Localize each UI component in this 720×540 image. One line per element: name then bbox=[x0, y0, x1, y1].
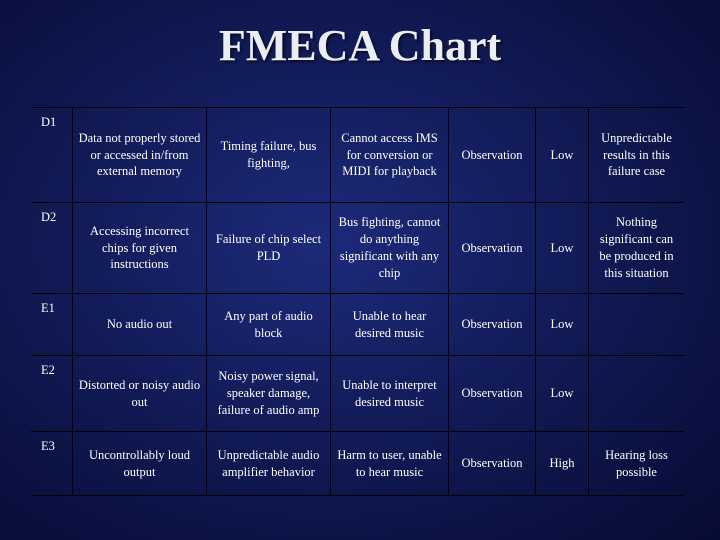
detection-cell: Observation bbox=[448, 203, 535, 293]
notes-cell: Unpredictable results in this failure case bbox=[588, 108, 684, 202]
notes-cell bbox=[588, 294, 684, 355]
failure-mode-cell: No audio out bbox=[72, 294, 206, 355]
notes-cell bbox=[588, 356, 684, 431]
detection-cell: Observation bbox=[448, 356, 535, 431]
notes-cell: Hearing loss possible bbox=[588, 432, 684, 495]
table-row bbox=[31, 356, 684, 432]
cause-cell: Noisy power signal, speaker damage, failure of audio amp bbox=[206, 356, 330, 431]
table-row bbox=[31, 108, 684, 203]
table-row bbox=[31, 432, 684, 495]
failure-mode-cell: Distorted or noisy audio out bbox=[72, 356, 206, 431]
row-id: D2 bbox=[41, 210, 57, 224]
detection-cell: Observation bbox=[448, 432, 535, 495]
cause-cell: Any part of audio block bbox=[206, 294, 330, 355]
row-id: E1 bbox=[41, 301, 55, 315]
cause-cell: Failure of chip select PLD bbox=[206, 203, 330, 293]
table-row bbox=[31, 294, 684, 356]
notes-cell: Nothing significant can be produced in this situation bbox=[588, 203, 684, 293]
effect-cell: Cannot access IMS for conversion or MIDI for playback bbox=[330, 108, 448, 202]
effect-cell: Unable to hear desired music bbox=[330, 294, 448, 355]
cause-cell: Unpredictable audio amplifier behavior bbox=[206, 432, 330, 495]
row-id: E3 bbox=[41, 439, 55, 453]
severity-cell: Low bbox=[535, 356, 588, 431]
detection-cell: Observation bbox=[448, 294, 535, 355]
page-title: FMECA Chart bbox=[218, 21, 502, 70]
failure-mode-cell: Data not properly stored or accessed in/from external memory bbox=[72, 108, 206, 202]
severity-cell: Low bbox=[535, 203, 588, 293]
fmeca-table bbox=[31, 107, 684, 496]
severity-cell: High bbox=[535, 432, 588, 495]
effect-cell: Bus fighting, cannot do anything significant with any chip bbox=[330, 203, 448, 293]
row-id: E2 bbox=[41, 363, 55, 377]
effect-cell: Harm to user, unable to hear music bbox=[330, 432, 448, 495]
severity-cell: Low bbox=[535, 294, 588, 355]
effect-cell: Unable to interpret desired music bbox=[330, 356, 448, 431]
table-row bbox=[31, 203, 684, 294]
failure-mode-cell: Uncontrollably loud output bbox=[72, 432, 206, 495]
failure-mode-cell: Accessing incorrect chips for given instructions bbox=[72, 203, 206, 293]
row-id: D1 bbox=[41, 115, 57, 129]
cause-cell: Timing failure, bus fighting, bbox=[206, 108, 330, 202]
detection-cell: Observation bbox=[448, 108, 535, 202]
severity-cell: Low bbox=[535, 108, 588, 202]
